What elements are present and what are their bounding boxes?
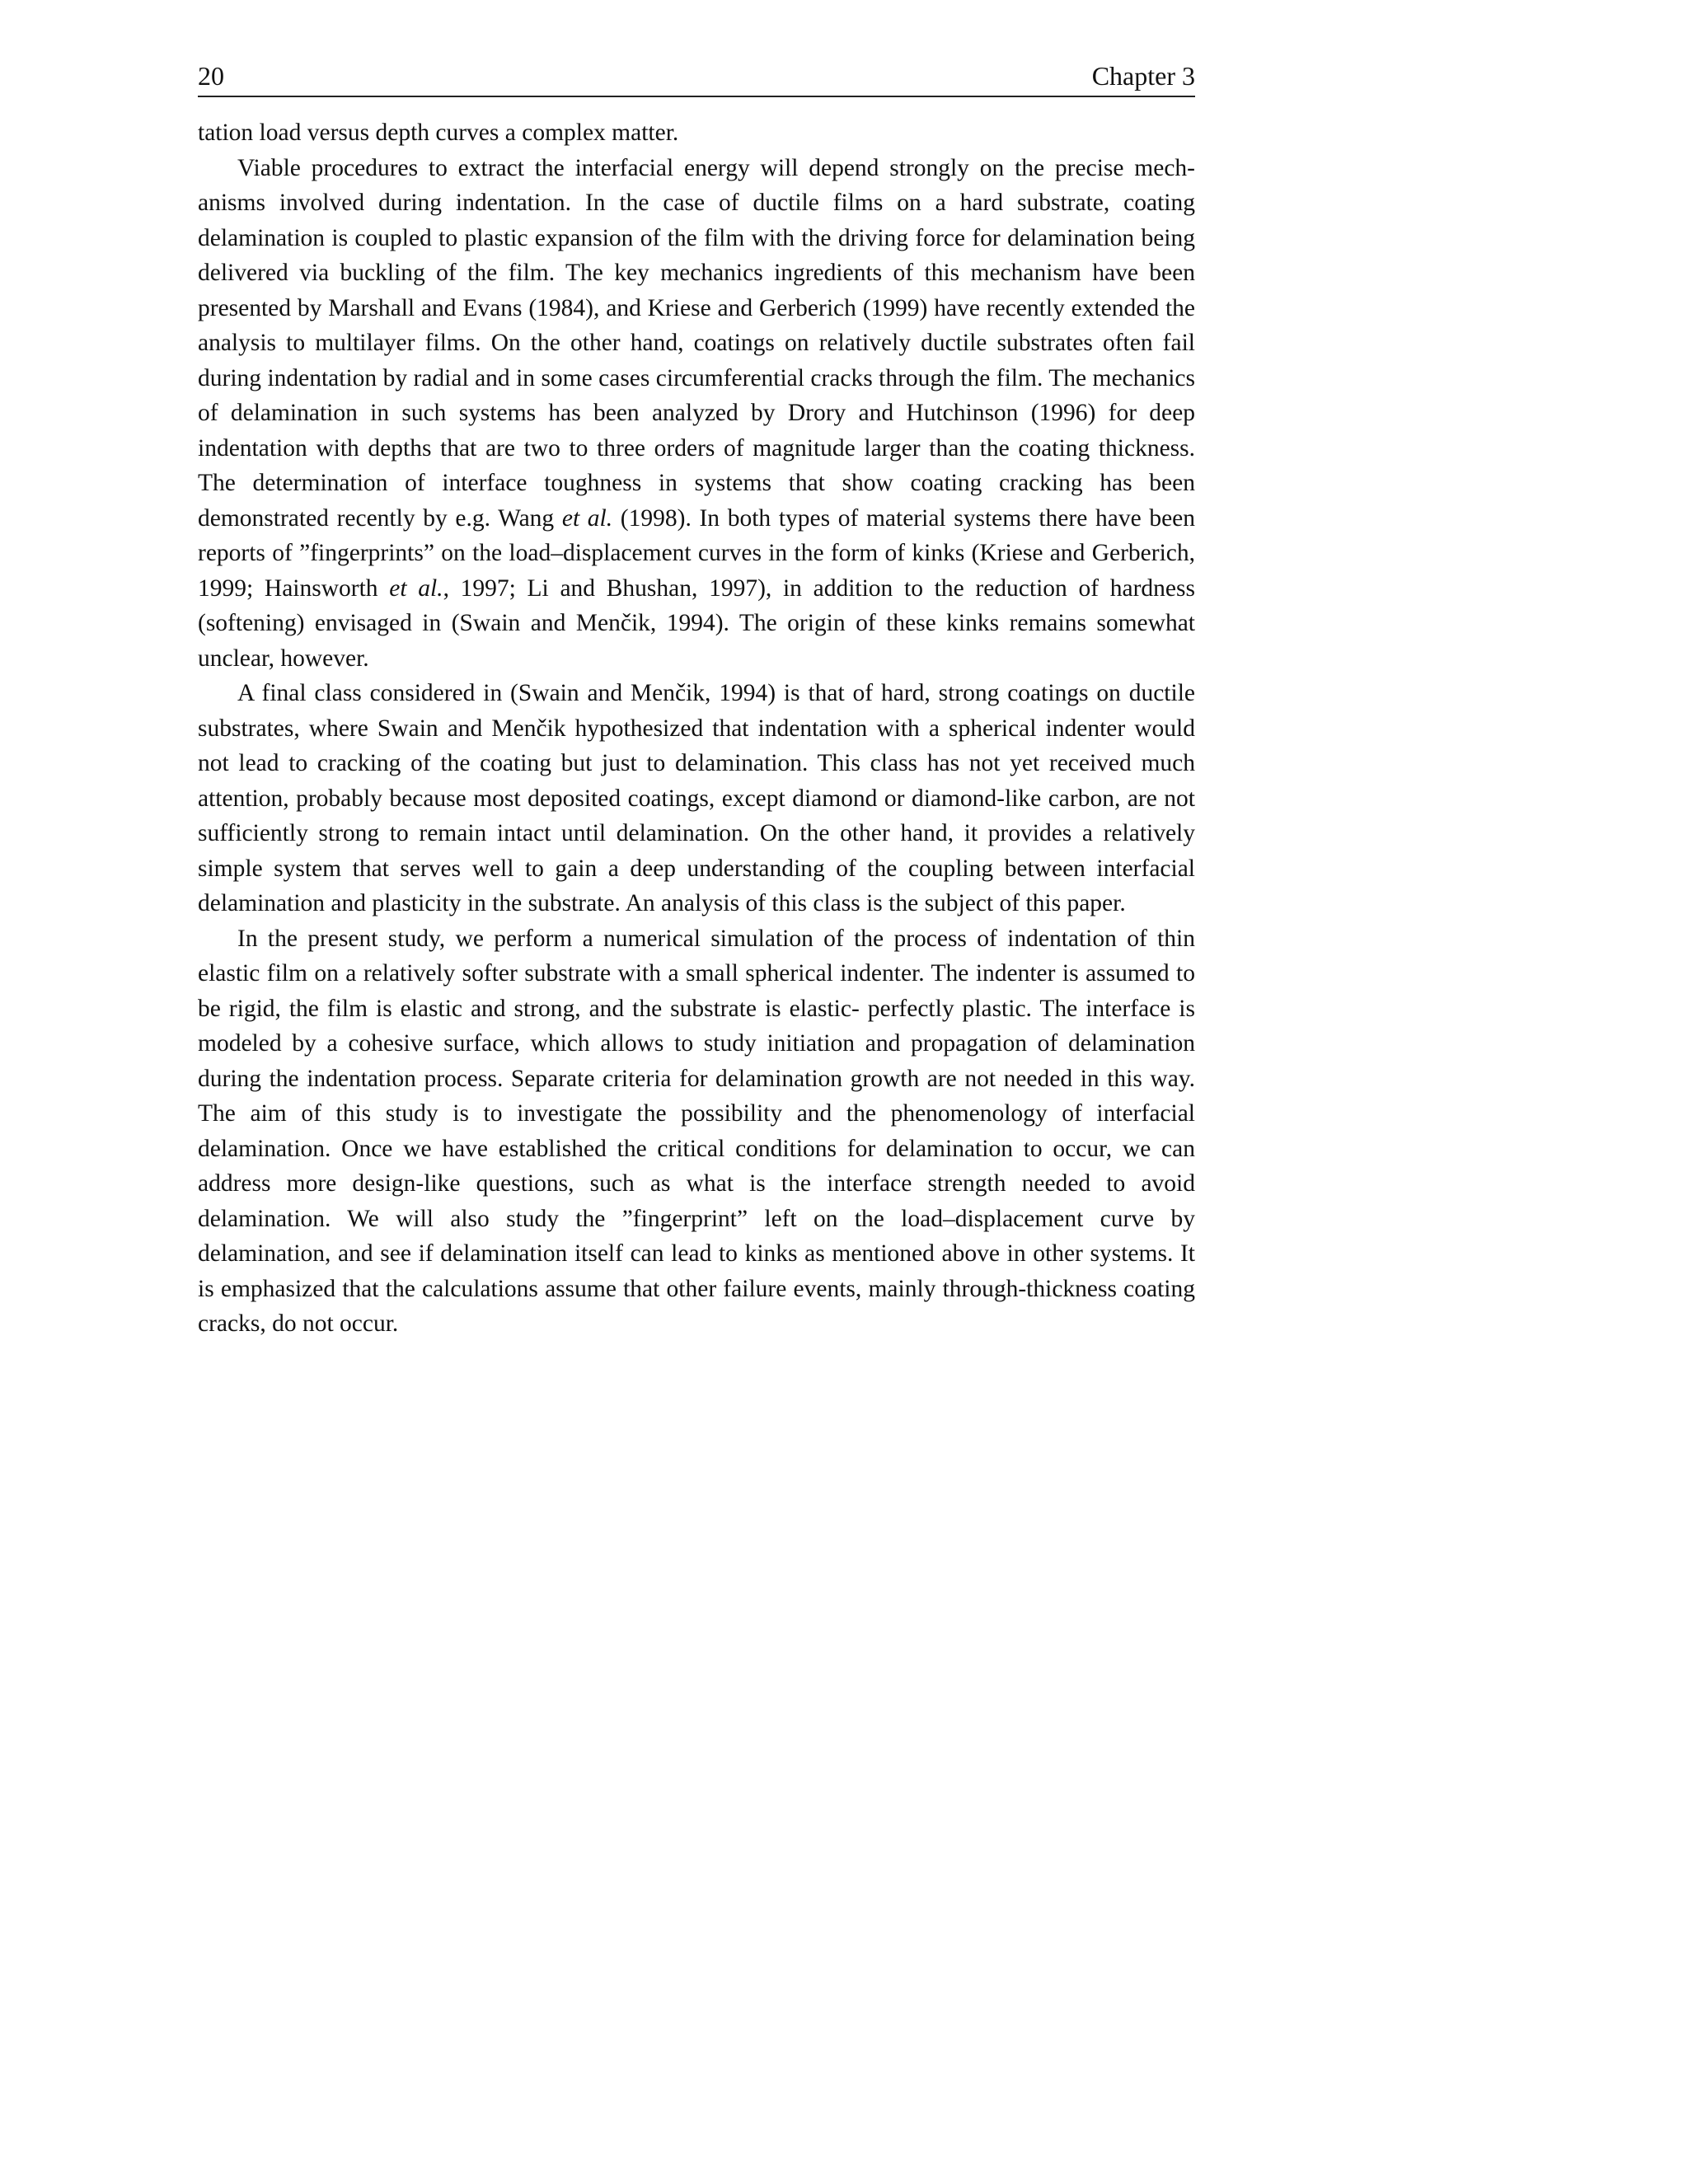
paragraph (198, 115, 1195, 151)
text-segment: Viable procedures to extract the interfacial energy will depend strongly on the precise mechanisms involved during indentation. In the case of ductile films on a hard substrate, coating delamination is coupled to plastic expansion of the film with the driving force for delamination being delivered via buckling of the film. The key mechanics ingredients of this mechanism have been presented by Marshall and Evans (1984), and Kriese and Gerberich (1999) have recently extended the analysis to multilayer films. On the other hand, coatings on relatively ductile substrates often fail during indentation by radial and in some cases circumferential cracks through the film. The mechanics of delamination in such systems has been analyzed by Drory and Hutchinson (1996) for deep indentation with depths that are two to three orders of magnitude larger than the coating thickness. The determination of interface toughness in systems that show coating cracking has been demonstrated recently by e.g. Wang (198, 154, 1195, 532)
italic-text: et al. (561, 504, 613, 532)
text-segment: A final class considered in (Swain and Menčik, 1994) is that of hard, strong coatings on ductile substrates, where Swain and Menčik hypothesized that indentation with a spherical indenter would not lead to cracking of the coating but just to delamination. This class has not yet received much attention, probably because most deposited coatings, except diamond or diamond-like carbon, are not sufficiently strong to remain intact until delamination. On the other hand, it provides a relatively simple system that serves well to gain a deep understanding of the coupling between interfacial delamination and plasticity in the substrate. An analysis of this class is the subject of this paper. (198, 680, 1195, 916)
body-text (198, 115, 1195, 1342)
text-segment: (1998). In both types of material systems there have been reports of ”fingerprints” on the load–displacement curves in the form of kinks (Kriese and Gerberich, 1999; Hainsworth (198, 504, 1196, 602)
text-segment: tation load versus depth curves a complex matter. (198, 120, 679, 146)
page-number: 20 (198, 61, 224, 91)
text-segment: In the present study, we perform a numerical simulation of the process of indentation of thin elastic film on a relatively softer substrate with a small spherical indenter. The indenter is assumed to be rigid, the film is elastic and strong, and the substrate is elastic- perfectly plastic. The interface is modeled by a cohesive surface, which allows to study initiation and propagation of delamination during the indentation process. Separate criteria for delamination growth are not needed in this way. The aim of this study is to investigate the possibility and the phenomenology of interfacial delamination. Once we have established the critical conditions for delamination to occur, we can address more design-like questions, such as what is the interface strength needed to avoid delamination. We will also study the ”fingerprint” left on the load–displacement curve by delamination, and see if delamination itself can lead to kinks as mentioned above in other systems. It is emphasized that the calculations assume that other failure events, mainly through-thickness coating cracks, do not occur. (198, 925, 1195, 1337)
running-head (198, 58, 1195, 97)
italic-text: et al. (389, 574, 443, 602)
text-segment: , 1997; Li and Bhushan, 1997), in addition to the reduction of hardness (softening) envisaged in (Swain and Menčik, 1994). The origin of these kinks remains somewhat unclear, however. (198, 574, 1195, 672)
page (198, 58, 1195, 1342)
paragraph (198, 921, 1195, 1342)
chapter-title: Chapter 3 (1091, 61, 1195, 91)
paragraph (198, 676, 1195, 921)
paragraph (198, 151, 1195, 677)
